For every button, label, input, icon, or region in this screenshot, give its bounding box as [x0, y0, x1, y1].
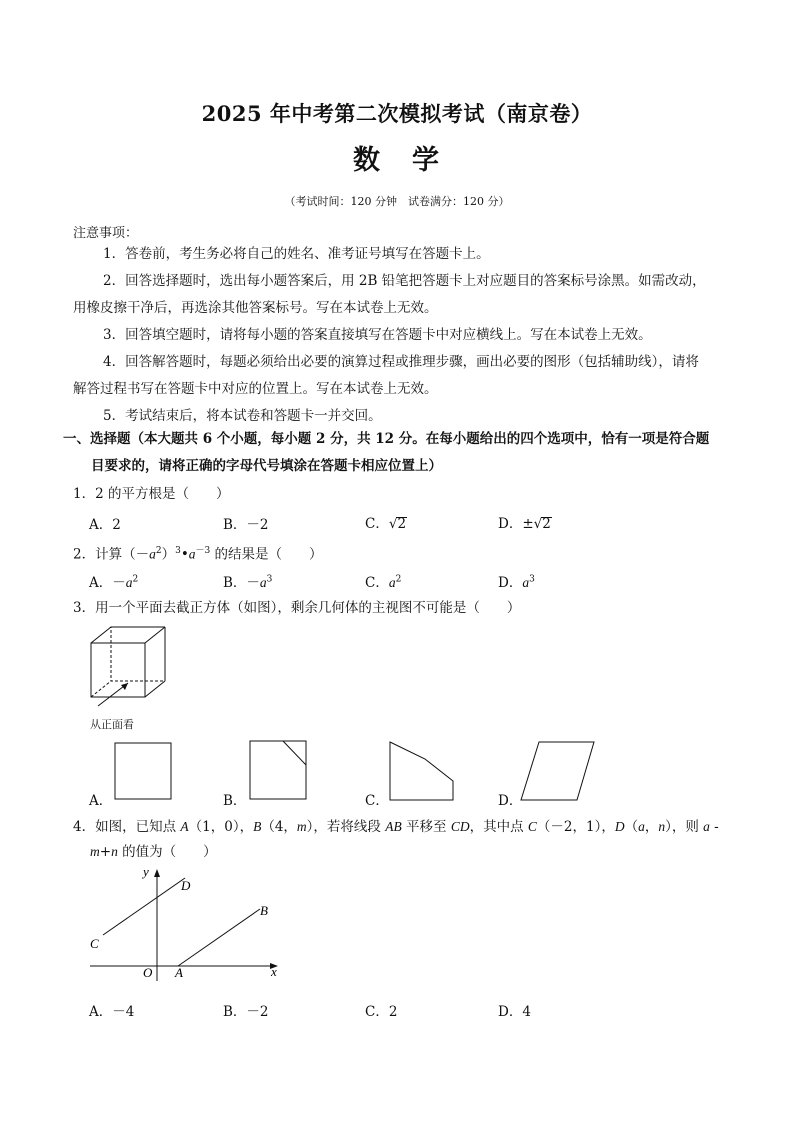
q2-option-c: C．$a^2$: [365, 574, 402, 591]
q1-option-a: A．2: [89, 517, 121, 533]
q1-option-c-label: C．: [365, 516, 389, 532]
subject-char-2: 学: [412, 145, 441, 176]
q4-option-d: D．4: [498, 1004, 531, 1020]
cube-figure: [88, 626, 178, 706]
q3-option-d: D．: [498, 793, 523, 809]
q3-option-b-figure: [249, 740, 309, 802]
q2-option-d: D．$a^3$: [498, 574, 535, 591]
q4-option-b: B．－2: [223, 1004, 269, 1020]
q1-option-d: D．±√2: [498, 516, 551, 532]
q4-option-c: C．2: [365, 1004, 398, 1020]
question-3-stem: 3．用一个平面去截正方体（如图），剩余几何体的主视图不可能是（ ）: [73, 600, 521, 616]
question-2-stem: 2．计算$(-a^2)^3•a^{-3}$ 的结果是（ ）: [73, 546, 323, 563]
point-c-label: C: [90, 936, 99, 951]
notice-item-5: 5．考试结束后，将本试卷和答题卡一并交回。: [103, 408, 382, 424]
question-4-stem-line-2: m+n 的值为（ ）: [90, 844, 217, 860]
x-axis-label: x: [271, 964, 277, 979]
q3-option-d-figure: [520, 741, 596, 803]
q1-option-d-radicand: 2: [542, 516, 551, 532]
q3-option-c: C．: [365, 793, 389, 809]
q1-option-d-label: D．±: [498, 516, 534, 532]
notice-item-3: 3．回答填空题时，请将每小题的答案直接填写在答题卡中对应横线上。写在本试卷上无效。: [103, 327, 652, 343]
notice-item-4-line-2: 解答过程书写在答题卡中对应的位置上。写在本试卷上无效。: [73, 381, 438, 397]
origin-label: O: [143, 965, 153, 980]
point-b-label: B: [260, 903, 268, 918]
q1-option-b: B．－2: [223, 517, 269, 533]
exam-time-info: （考试时间：120 分钟 试卷满分：120 分）: [284, 195, 510, 208]
question-1-stem: 1．2 的平方根是（ ）: [73, 486, 230, 502]
notice-heading: 注意事项：: [73, 226, 139, 241]
notice-item-2-line-2: 用橡皮擦干净后，再选涂其他答案标号。写在本试卷上无效。: [73, 300, 438, 316]
point-d-label: D: [181, 878, 191, 893]
section-1-heading-line-2: 目要求的，请将正确的字母代号填涂在答题卡相应位置上）: [91, 458, 442, 474]
notice-item-1: 1．答卷前，考生务必将自己的姓名、准考证号填写在答题卡上。: [103, 246, 490, 262]
subject-title: [0, 138, 794, 177]
notice-item-4-line-1: 4．回答解答题时，每题必须给出必要的演算过程或推理步骤，画出必要的图形（包括辅助线），请将: [103, 354, 699, 370]
y-axis-label: y: [143, 864, 149, 879]
q2-option-b: B．$-a^3$: [223, 574, 273, 591]
q3-option-a-figure: [114, 742, 174, 802]
q4-coordinate-figure: [85, 863, 290, 983]
q4-option-a: A．－4: [89, 1004, 135, 1020]
section-1-heading-line-1: 一、选择题（本大题共 6 个小题，每小题 2 分，共 12 分。在每小题给出的四个选项中，恰有一项是符合题: [63, 431, 710, 447]
q3-option-a: A．: [89, 793, 113, 809]
exam-title: 2025 年中考第二次模拟考试（南京卷）: [201, 101, 593, 126]
q3-option-b: B．: [223, 793, 247, 809]
q1-option-c: C．√2: [365, 516, 407, 532]
notice-item-2-line-1: 2．回答选择题时，选出每小题答案后，用 2B 铅笔把答题卡上对应题目的答案标号涂黑。如需改动，: [103, 273, 706, 289]
question-4-stem-line-1: 4．如图，已知点 A（1，0），B（4，m），若将线段 AB 平移至 CD，其中点 C（－2，1），D（a，n），则 a -: [73, 819, 719, 835]
point-a-label: A: [175, 965, 183, 980]
subject-char-1: 数: [353, 145, 382, 176]
q3-option-c-figure: [389, 741, 455, 803]
cube-caption: 从正面看: [90, 718, 134, 731]
q1-option-c-radicand: 2: [397, 516, 407, 532]
q2-option-a: A．$-a^2$: [89, 574, 139, 591]
